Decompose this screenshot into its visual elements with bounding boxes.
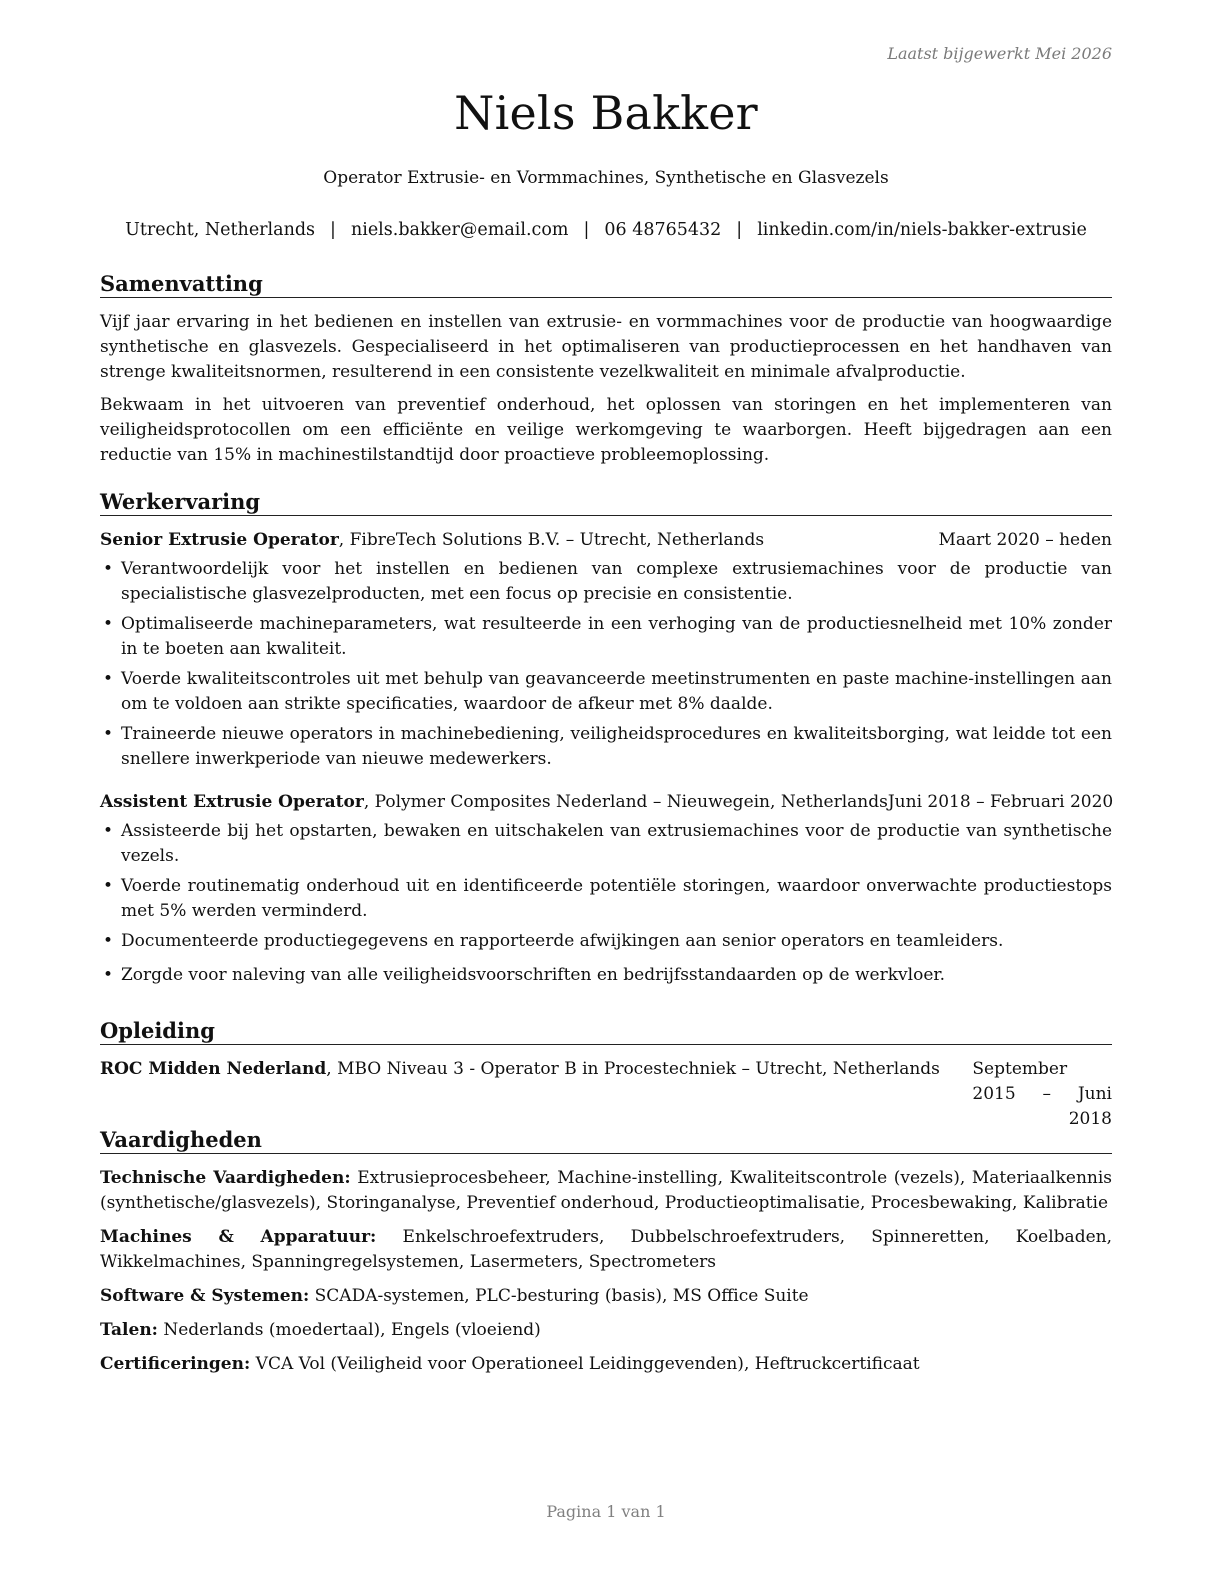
job-bullet: [100, 667, 1112, 717]
summary-paragraph: Bekwaam in het uitvoeren van preventief onderhoud, het oplossen van storingen en het implementeren van veiligheidsprotocollen om een efficiënte en veilige werkomgeving te waarborgen. Heeft bijgedragen aan een reductie van 15% in machinestilstandtijd door proactieve probleemoplossing.: [100, 395, 1112, 465]
bullet-dot-icon: •: [103, 876, 114, 896]
job-entry: [100, 528, 1112, 772]
education-detail: , MBO Niveau 3 - Operator B in Procestechniek – Utrecht, Netherlands: [326, 1059, 940, 1079]
job-bullet: [100, 612, 1112, 662]
bullet-dot-icon: •: [103, 669, 114, 689]
job-bullet-text: Documenteerde productiegegevens en rapporteerde afwijkingen aan senior operators en teamleiders.: [121, 931, 1004, 951]
job-bullet: [100, 963, 1112, 988]
skill-value: VCA Vol (Veiligheid voor Operationeel Leidinggevenden), Heftruckcertificaat: [250, 1354, 920, 1374]
section-title-education: Opleiding: [100, 1018, 1112, 1045]
job-bullet-text: Zorgde voor naleving van alle veiligheidsvoorschriften en bedrijfsstandaarden op de werkvloer.: [121, 965, 946, 985]
job-bullets: [100, 557, 1112, 772]
skill-value: Nederlands (moedertaal), Engels (vloeiend): [157, 1320, 541, 1340]
resume-page: [100, 0, 1112, 1584]
job-bullet: [100, 874, 1112, 924]
job-company: , FibreTech Solutions B.V. – Utrecht, Netherlands: [338, 530, 765, 550]
summary-paragraph: Vijf jaar ervaring in het bedienen en instellen van extrusie- en vormmachines voor de productie van hoogwaardige synthetische en glasvezels. Gespecialiseerd in het optimaliseren van productieprocessen en het handhaven van strenge kwaliteitsnormen, resulterend in een consistente vezelkwaliteit en minimale afvalproductie.: [100, 312, 1112, 382]
experience-section: [100, 489, 1112, 993]
bullet-dot-icon: •: [103, 724, 114, 744]
skill-value: Extrusieprocesbeheer, Machine-instelling, Kwaliteitscontrole (vezels), Materiaalkennis (synthetische/glasvezels), Storinganalyse, Preventief onderhoud, Productieoptimalisatie, Procesbewaking, Kalibratie: [100, 1168, 1113, 1213]
job-header: [100, 528, 1112, 553]
job-bullet: [100, 722, 1112, 772]
job-role: Assistent Extrusie Operator: [100, 792, 364, 812]
bullet-dot-icon: •: [103, 931, 114, 951]
job-company: , Polymer Composites Nederland – Nieuwegein, Netherlands: [363, 792, 888, 812]
contact-line: [80, 220, 1132, 240]
contact-separator: |: [583, 220, 590, 240]
job-role-company: [100, 528, 764, 553]
skill-value: SCADA-systemen, PLC-besturing (basis), MS Office Suite: [309, 1286, 809, 1306]
bullet-dot-icon: •: [103, 559, 114, 579]
skill-row: [100, 1284, 1112, 1309]
section-title-skills: Vaardigheden: [100, 1127, 1112, 1154]
contact-linkedin[interactable]: linkedin.com/in/niels-bakker-extrusie: [757, 220, 1087, 240]
job-bullet: [100, 557, 1112, 607]
job-entry: [100, 790, 1112, 988]
summary-section: [100, 271, 1112, 476]
skill-row: [100, 1166, 1112, 1216]
bullet-dot-icon: •: [103, 821, 114, 841]
job-bullet-text: Voerde kwaliteitscontroles uit met behulp van geavanceerde meetinstrumenten en paste machine-instellingen aan om te voldoen aan strikte specificaties, waardoor de afkeur met 8% daalde.: [121, 669, 1112, 714]
job-bullet-text: Traineerde nieuwe operators in machinebediening, veiligheidsprocedures en kwaliteitsborging, wat leidde tot een snellere inwerkperiode van nieuwe medewerkers.: [121, 724, 1112, 769]
page-number: Pagina 1 van 1: [546, 1502, 666, 1521]
contact-location: Utrecht, Netherlands: [125, 220, 316, 240]
job-dates: Maart 2020 – heden: [938, 530, 1112, 550]
job-role-company: [100, 790, 888, 815]
job-bullets: [100, 819, 1112, 988]
education-entry: [100, 1057, 1112, 1132]
candidate-title: Operator Extrusie- en Vormmachines, Synthetische en Glasvezels: [323, 168, 889, 188]
contact-separator: |: [330, 220, 336, 240]
contact-separator: |: [736, 220, 743, 240]
skill-label: Software & Systemen:: [100, 1286, 310, 1306]
skill-row: [100, 1225, 1112, 1275]
bullet-dot-icon: •: [103, 965, 114, 985]
education-section: [100, 1018, 1112, 1132]
education-school: ROC Midden Nederland: [100, 1059, 327, 1079]
skill-label: Technische Vaardigheden:: [100, 1168, 351, 1188]
job-bullet: [100, 819, 1112, 869]
skill-label: Talen:: [100, 1320, 158, 1340]
education-dates: September 2015 – Juni 2018: [972, 1059, 1112, 1129]
job-bullet-text: Optimaliseerde machineparameters, wat resulteerde in een verhoging van de productiesnelheid met 10% zonder in te boeten aan kwaliteit.: [121, 614, 1112, 659]
job-bullet-text: Verantwoordelijk voor het instellen en bedienen van complexe extrusiemachines voor de productie van specialistische glasvezelproducten, met een focus op precisie en consistentie.: [121, 559, 1112, 604]
job-role: Senior Extrusie Operator: [100, 530, 339, 550]
contact-phone: 06 48765432: [604, 220, 722, 240]
bullet-dot-icon: •: [103, 614, 114, 634]
job-bullet-text: Voerde routinematig onderhoud uit en identificeerde potentiële storingen, waardoor onverwachte productiestops met 5% werden verminderd.: [121, 876, 1112, 921]
skills-section: [100, 1127, 1112, 1386]
section-title-experience: Werkervaring: [100, 489, 1112, 516]
job-dates: Juni 2018 – Februari 2020: [887, 792, 1114, 812]
education-school-detail: [100, 1057, 972, 1132]
job-bullet: [100, 929, 1112, 954]
job-bullet-text: Assisteerde bij het opstarten, bewaken en uitschakelen van extrusiemachines voor de productie van synthetische vezels.: [121, 821, 1112, 866]
job-header: [100, 790, 1112, 815]
section-title-summary: Samenvatting: [100, 271, 1112, 298]
contact-email[interactable]: niels.bakker@email.com: [350, 220, 569, 240]
skill-row: [100, 1352, 1112, 1377]
skill-label: Machines & Apparatuur:: [100, 1227, 377, 1247]
last-updated: Laatst bijgewerkt Mei 2026: [887, 44, 1112, 63]
candidate-name: Niels Bakker: [454, 86, 758, 140]
skill-label: Certificeringen:: [100, 1354, 251, 1374]
skill-value: Enkelschroefextruders, Dubbelschroefextruders, Spinneretten, Koelbaden, Wikkelmachines, Spanningregelsystemen, Lasermeters, Spectrometers: [100, 1227, 1112, 1272]
skill-row: [100, 1318, 1112, 1343]
